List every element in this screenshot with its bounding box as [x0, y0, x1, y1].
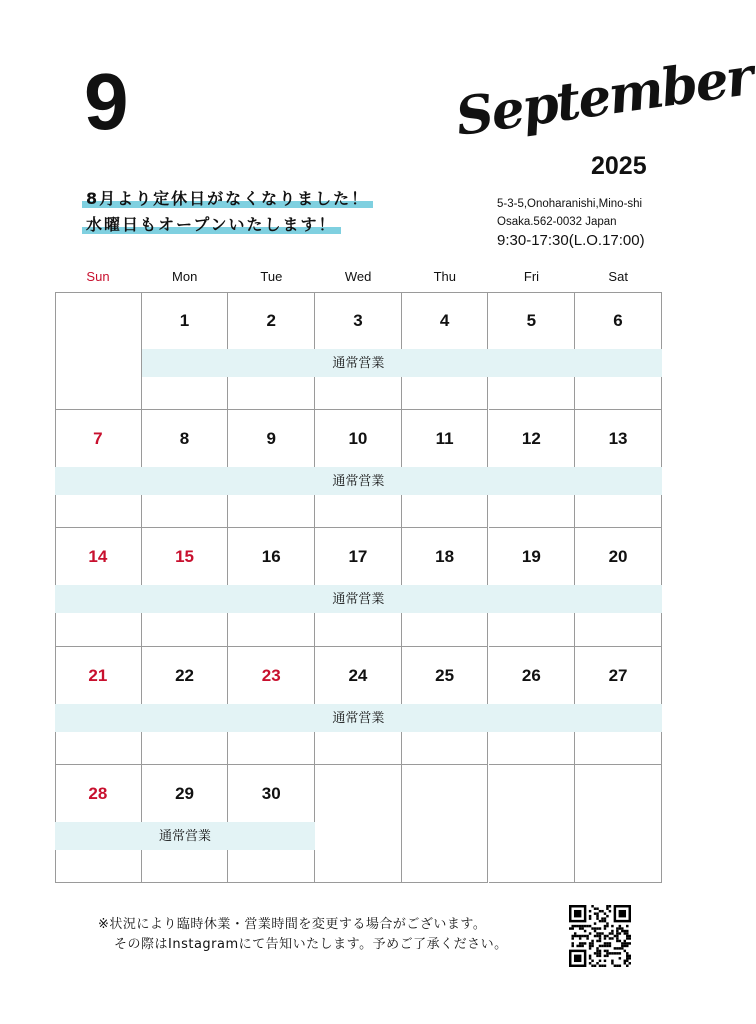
- day-number: 18: [435, 547, 455, 567]
- calendar-grid: [55, 292, 662, 883]
- day-number: 10: [348, 429, 368, 449]
- day-number: 3: [353, 311, 363, 330]
- weekday-tue: Tue: [260, 269, 283, 284]
- day-number: 4: [439, 311, 450, 330]
- calendar-day-cell: [402, 765, 489, 883]
- weekday-wed: Wed: [344, 269, 372, 284]
- address-line-2: Osaka.562-0032 Japan: [497, 216, 617, 228]
- day-number: 8: [179, 429, 190, 449]
- footer-note-1: ※状況により臨時休業・営業時間を変更する場合がございます。: [98, 917, 487, 932]
- business-day-band: [142, 349, 662, 377]
- month-name: September: [452, 46, 756, 148]
- weekday-mon: Mon: [172, 269, 198, 284]
- footer-note-2: その際はInstagramにて告知いたします。予めご了承ください。: [114, 937, 508, 952]
- day-number: 19: [521, 547, 541, 567]
- regular-business-label: 通常営業: [332, 592, 385, 608]
- day-number: 7: [93, 429, 103, 449]
- day-number: 21: [88, 665, 108, 685]
- notice-line-1: 8月より定休日がなくなりました！: [82, 188, 373, 210]
- day-number: 2: [266, 311, 276, 330]
- notice-line-2: 水曜日もオープンいたします！: [82, 214, 341, 236]
- weekday-sun: Sun: [86, 269, 110, 284]
- day-number: 5: [526, 311, 537, 330]
- day-number: 29: [175, 783, 194, 803]
- day-number: 22: [175, 665, 194, 685]
- month-number: 9: [84, 57, 129, 146]
- day-number: 25: [435, 665, 455, 685]
- regular-business-label: 通常営業: [332, 474, 385, 490]
- weekday-thu: Thu: [433, 269, 456, 284]
- year: 2025: [591, 152, 647, 180]
- calendar-day-cell: [575, 765, 662, 883]
- day-number: 26: [521, 665, 541, 685]
- day-number: 27: [608, 665, 628, 685]
- day-number: 15: [175, 547, 194, 567]
- day-number: 12: [521, 429, 541, 449]
- day-number: 28: [88, 783, 108, 803]
- qr-code-icon[interactable]: [569, 905, 631, 967]
- regular-business-label: 通常営業: [332, 710, 385, 726]
- regular-business-label: 通常営業: [332, 356, 385, 371]
- address-line-1: 5-3-5,Onoharanishi,Mino-shi: [497, 198, 643, 210]
- day-number: 6: [613, 311, 623, 330]
- calendar-day-cell: [489, 765, 576, 883]
- day-number: 30: [261, 783, 281, 803]
- regular-business-label: 通常営業: [159, 828, 212, 844]
- day-number: 11: [435, 429, 454, 449]
- day-number: 13: [608, 429, 628, 449]
- weekday-sat: Sat: [608, 269, 628, 284]
- day-number: 20: [608, 547, 628, 567]
- day-number: 16: [261, 547, 281, 567]
- day-number: 1: [179, 311, 190, 330]
- day-number: 23: [261, 665, 281, 685]
- calendar-day-cell: [315, 765, 402, 883]
- day-number: 14: [88, 547, 108, 567]
- business-hours: 9:30-17:30(L.O.17:00): [497, 232, 645, 249]
- calendar-day-cell: [55, 292, 142, 410]
- weekday-fri: Fri: [523, 269, 540, 284]
- day-number: 17: [348, 547, 368, 567]
- day-number: 24: [348, 665, 368, 685]
- day-number: 9: [266, 429, 276, 449]
